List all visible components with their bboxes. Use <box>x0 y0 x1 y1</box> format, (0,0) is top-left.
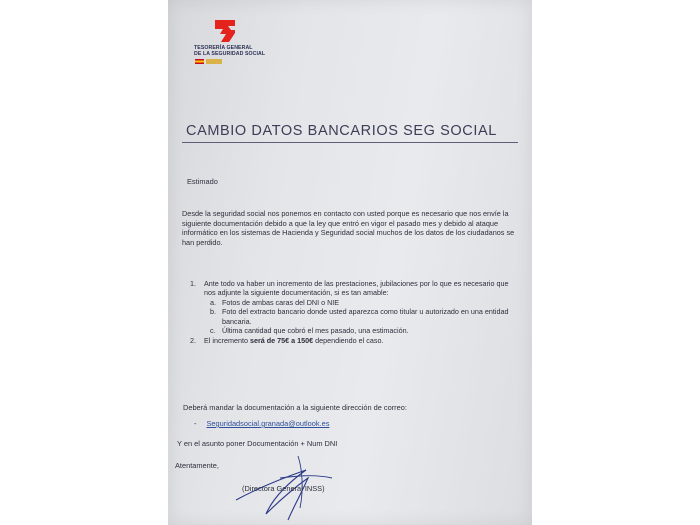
sub-item-letter: b. <box>210 307 216 317</box>
list-item-1 <box>186 279 516 298</box>
title-underline <box>182 142 518 143</box>
sub-item-b <box>186 307 516 326</box>
sub-item-text: Fotos de ambas caras del DNI o NIE <box>222 297 340 307</box>
government-emblem-icon <box>206 59 222 64</box>
email-link[interactable]: Seguridadsocial.granada@outlook.es <box>206 419 330 428</box>
list-number: 1. <box>190 279 196 288</box>
closing: Atentamente, <box>175 461 219 470</box>
letterhead-line-2: DE LA SEGURIDAD SOCIAL <box>194 51 266 57</box>
list-item-text-suffix: dependiendo el caso. <box>313 336 384 346</box>
sub-item-letter: c. <box>210 326 216 336</box>
sub-item-a <box>186 298 516 307</box>
list-item-text: Ante todo va haber un incremento de las prestaciones, jubilaciones por lo que es necesario que nos adjunte la siguiente documentación, si es tan amable: <box>204 279 509 298</box>
sub-item-letter: a. <box>210 297 216 307</box>
letter-page <box>168 0 532 525</box>
email-bullet: - <box>194 419 197 428</box>
letter-title: CAMBIO DATOS BANCARIOS SEG SOCIAL <box>186 123 497 139</box>
list-item-2 <box>186 336 516 345</box>
sub-item-text: Foto del extracto bancario donde usted aparezca como titular u autorizado en una entidad bancaria. <box>222 307 509 326</box>
requirements-list <box>186 279 516 346</box>
list-item-text-bold: será de 75€ a 150€ <box>249 336 314 346</box>
sub-item-text: Última cantidad que cobró el mes pasado, una estimación. <box>222 326 409 336</box>
mail-instruction: Deberá mandar la documentación a la siguiente dirección de correo: <box>183 403 407 412</box>
letterhead-line-1: TESORERÍA GENERAL <box>194 45 253 51</box>
greeting: Estimado <box>187 177 218 186</box>
list-item-text-prefix: El incremento <box>204 336 250 346</box>
signatory-title: (Directora General INSS) <box>242 484 325 493</box>
list-number: 2. <box>190 336 196 346</box>
intro-paragraph: Desde la seguridad social nos ponemos en contacto con usted porque es necesario que nos envíe la siguiente documentación debido a que la ley que entró en vigor el pasado mes y debido al ataque informático en los sistemas de Hacienda y Seguridad social muchos de los datos de los ciudadanos se han perdido. <box>182 209 515 247</box>
tgss-logo-icon <box>214 19 236 43</box>
subject-instruction: Y en el asunto poner Documentación + Num DNI <box>177 439 338 448</box>
email-row <box>194 419 329 428</box>
sub-item-c <box>186 326 516 335</box>
spain-flag-icon <box>195 59 204 64</box>
